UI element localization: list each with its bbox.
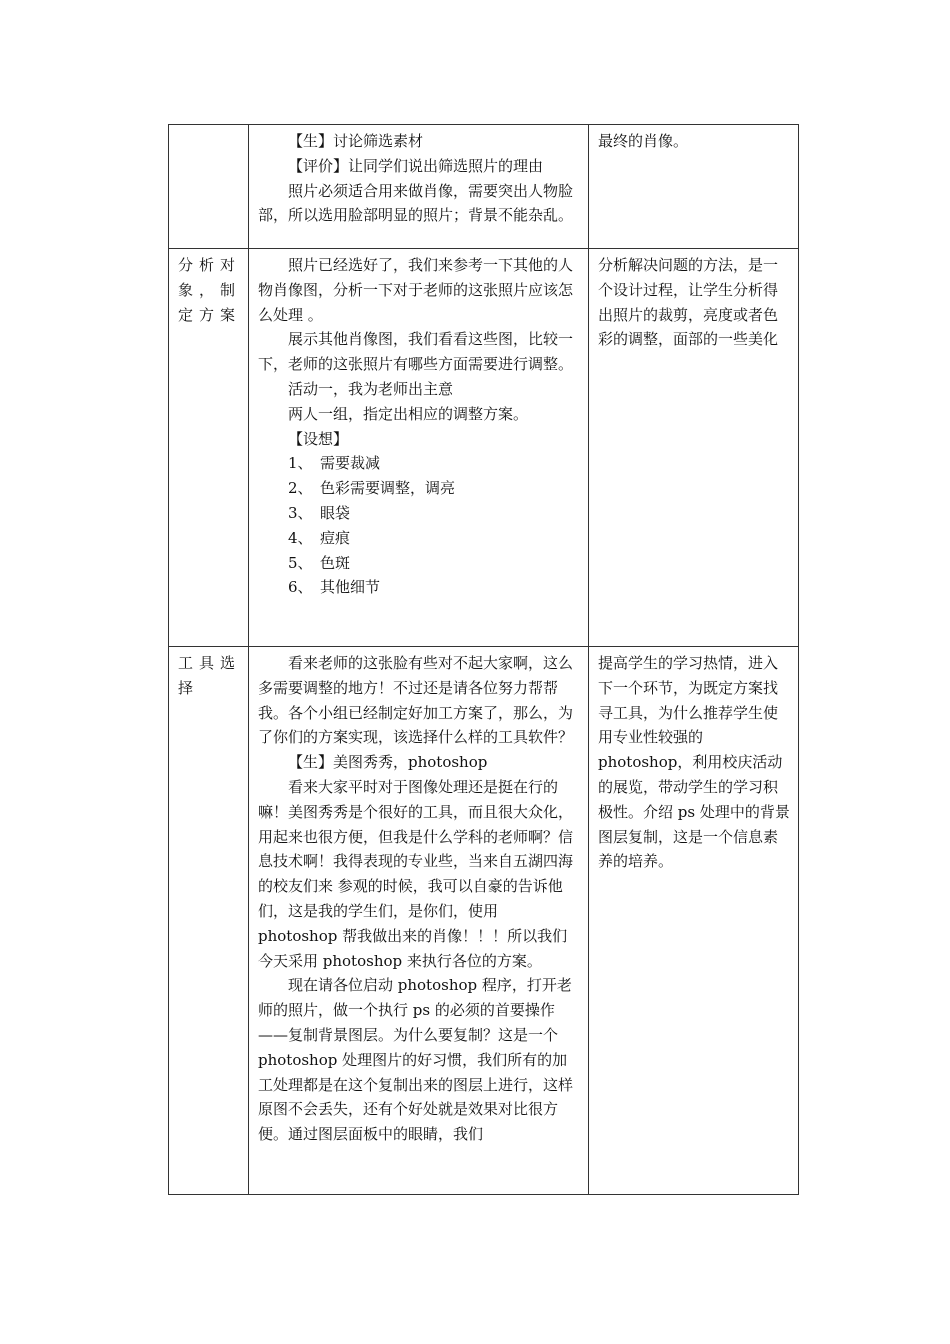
row-note (589, 249, 799, 647)
paragraph: 【生】美图秀秀，photoshop (288, 753, 488, 772)
list-item: 1、 需要裁减 (288, 454, 381, 473)
list-item: 2、 色彩需要调整，调亮 (288, 479, 456, 498)
list-item: 5、 色斑 (288, 553, 351, 572)
row-label (169, 125, 249, 249)
list-item: 6、 其他细节 (288, 578, 381, 597)
row-note (589, 125, 799, 249)
list-item: 3、 眼袋 (288, 503, 351, 522)
paragraph: 现在请各位启动 photoshop 程序，打开老师的照片，做一个执行 ps 的必须的首要操作——复制背景图层。为什么要复制？这是一个 photoshop 处理图片的好习惯，我们所有的加工处理都是在这个复制出来的图层上进行，这样原图不会丢失，还有个好处就是效果对比很方便。通过图层面板中的眼睛，我们 (258, 976, 574, 1144)
note-text: 分析解决问题的方法，是一个设计过程，让学生分析得出照片的裁剪，亮度或者色彩的调整，面部的一些美化 (598, 256, 779, 349)
paragraph: 【评价】让同学们说出筛选照片的理由 (288, 156, 544, 175)
lesson-plan-table (168, 124, 799, 1195)
row-label-text: 工具选择 (178, 654, 242, 697)
row-label (169, 647, 249, 1195)
table-row (169, 125, 799, 249)
paragraph: 看来老师的这张脸有些对不起大家啊，这么多需要调整的地方！不过还是请各位努力帮帮我。各个小组已经制定好加工方案了，那么，为了你们的方案实现，该选择什么样的工具软件？ (258, 654, 574, 747)
row-content (249, 249, 589, 647)
paragraph: 展示其他肖像图，我们看看这些图，比较一下，老师的这张照片有哪些方面需要进行调整。 (258, 330, 574, 374)
paragraph: 两人一组，指定出相应的调整方案。 (288, 404, 529, 423)
paragraph: 照片必须适合用来做肖像，需要突出人物脸部，所以选用脸部明显的照片；背景不能杂乱。 (258, 181, 574, 225)
paragraph: 照片已经选好了，我们来参考一下其他的人物肖像图，分析一下对于老师的这张照片应该怎么处理 。 (258, 256, 574, 324)
row-note (589, 647, 799, 1195)
note-text: 提高学生的学习热情，进入下一个环节，为既定方案找寻工具，为什么推荐学生使用专业性较强的 photoshop，利用校庆活动的展览，带动学生的学习积极性。介绍 ps 处理中的背景图层复制，这是一个信息素养的培养。 (598, 654, 790, 871)
paragraph: 【设想】 (288, 429, 349, 448)
row-label-text: 分析对象，制定方案 (178, 256, 242, 324)
row-content (249, 647, 589, 1195)
paragraph: 看来大家平时对于图像处理还是挺在行的嘛！美图秀秀是个很好的工具，而且很大众化，用起来也很方便，但我是什么学科的老师啊？信息技术啊！我得表现的专业些，当来自五湖四海的校友们来 参观的时候，我可以自豪的告诉他们，这是我的学生们，是你们，使用 photoshop 帮我做出来的肖像！！！所以我们今天采用 photoshop 来执行各位的方案。 (258, 777, 574, 970)
row-label (169, 249, 249, 647)
paragraph: 【生】讨论筛选素材 (288, 132, 424, 150)
table-row (169, 249, 799, 647)
note-text: 最终的肖像。 (598, 132, 689, 150)
row-content (249, 125, 589, 249)
table-row (169, 647, 799, 1195)
paragraph: 活动一，我为老师出主意 (288, 379, 454, 398)
list-item: 4、 痘痕 (288, 528, 351, 547)
